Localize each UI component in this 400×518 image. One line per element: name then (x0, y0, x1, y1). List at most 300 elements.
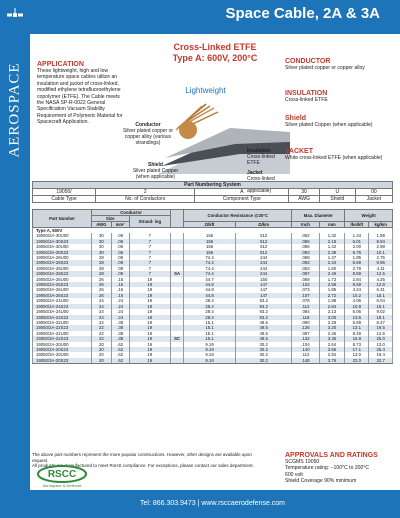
table-cell: 6.76 (345, 250, 369, 255)
table-cell: 6.01 (345, 239, 369, 244)
table-cell: 13.6 (345, 315, 369, 320)
th-mm2: mm² (111, 222, 129, 228)
table-cell: .38 (111, 325, 129, 330)
table-cell: .06 (111, 239, 129, 244)
table-cell: 30.2 (235, 347, 291, 352)
table-cell: 28 (92, 260, 112, 265)
table-cell: 28 (92, 266, 112, 271)
table-cell: 8.49 (345, 331, 369, 336)
table-cell: .112 (292, 304, 319, 309)
table-cell: 19050/2A-22S23 (33, 325, 92, 330)
table-cell: 19050/2A-20S23 (33, 347, 92, 352)
table-cell: .097 (292, 331, 319, 336)
table-cell: .086 (292, 239, 319, 244)
table-row (33, 358, 393, 364)
table-cell: 19050/3A-22S23 (33, 336, 92, 341)
diagram-insulation-title: Insulation (247, 148, 271, 154)
th-awg: AWG (92, 222, 112, 228)
pn-code: 2 (96, 189, 195, 196)
table-cell: .078 (292, 298, 319, 303)
table-cell: 28.4 (184, 304, 236, 309)
table-cell: 3.20 (319, 325, 345, 330)
table-cell: 19.1 (369, 315, 393, 320)
table-cell: 19050/3A-20S23 (33, 358, 92, 364)
table-cell: 30.2 (235, 352, 291, 357)
table-cell: .06 (111, 244, 129, 249)
diagram-conductor-title: Conductor (135, 122, 161, 128)
table-cell: 44.8 (184, 287, 236, 292)
table-cell: 12.6 (369, 331, 393, 336)
table-cell: 19050/3A-28S23 (33, 271, 92, 276)
table-cell: 7 (129, 233, 171, 238)
table-cell: 7 (129, 271, 171, 276)
th-spacer (171, 210, 184, 228)
table-cell: 244 (235, 266, 291, 271)
table-cell: 7 (129, 239, 171, 244)
table-cell: 15.1 (184, 336, 236, 341)
spec-jacket-heading: JACKET (285, 148, 314, 155)
application-text: These lightweight, high and low temperature space cables utilize an insulation and jacket of cross-linked, modified ethylene tetrafluoroethylene copolymer (ETFE). The Cable meets the NASA SP-R-0022 General Specification Vacuum Stability Requirement of Polymeric Material for Spacecraft Application. (37, 68, 123, 126)
table-cell: 3.35 (319, 336, 345, 341)
table-cell: 16.1 (369, 304, 393, 309)
table-cell: 19 (129, 331, 171, 336)
table-cell: 49.5 (235, 320, 291, 325)
table-cell: .056 (292, 244, 319, 249)
th-diameter: Max. Diameter (292, 210, 345, 222)
table-cell: 74.4 (184, 260, 236, 265)
table-cell: 16.8 (345, 336, 369, 341)
table-cell: 1.73 (319, 277, 345, 282)
table-cell: 15.1 (184, 320, 236, 325)
pn-code: 30 (289, 189, 320, 196)
spec-insulation-text: Cross-linked ETFE (285, 97, 328, 103)
table-cell: 1.47 (319, 255, 345, 260)
table-cell: .132 (292, 336, 319, 341)
table-cell: 20 (92, 347, 112, 352)
sidebar-label: AEROSPACE (6, 62, 23, 158)
table-cell: 28.4 (184, 315, 236, 320)
spec-conductor-heading: CONDUCTOR (285, 58, 331, 65)
table-cell: 150 (235, 277, 291, 282)
table-cell: 156 (184, 244, 236, 249)
table-cell: 19050/2A-30S23 (33, 239, 92, 244)
pn-label: Cable Type (33, 196, 96, 203)
pn-code: U (319, 189, 355, 196)
table-cell: 1.32 (319, 233, 345, 238)
pn-code: 19050/ (33, 189, 96, 196)
table-cell: 6.31 (369, 287, 393, 292)
table-cell: 2.72 (319, 293, 345, 298)
table-cell: 13.0 (369, 342, 393, 347)
table-cell: 19050/3A-24U00 (33, 309, 92, 314)
table-cell: .073 (292, 287, 319, 292)
table-cell: 1.85 (319, 287, 345, 292)
table-cell: 19050/3A-30U00 (33, 244, 92, 249)
subtitle-line1: Cross-Linked ETFE (173, 42, 257, 52)
table-cell: 19050/2A-22U00 (33, 320, 92, 325)
table-cell: 7 (129, 255, 171, 260)
table-cell: 19 (129, 304, 171, 309)
table-cell: 19 (129, 347, 171, 352)
table-cell: 24 (92, 304, 112, 309)
table-cell: .063 (292, 266, 319, 271)
th-ohm-ft: Ω/kft (184, 222, 236, 228)
table-cell: 19050/2A-28S23 (33, 260, 92, 265)
lightweight-label: Lightweight (185, 86, 226, 95)
table-cell: 49.5 (235, 325, 291, 330)
table-cell: 19050/3A-22U00 (33, 331, 92, 336)
table-cell: 19050/2A-24S23 (33, 304, 92, 309)
table-cell: 93.2 (235, 315, 291, 320)
table-cell: 19 (129, 293, 171, 298)
table-cell: 24 (92, 298, 112, 303)
table-cell: 3.00 (319, 315, 345, 320)
table-cell: 1.60 (319, 266, 345, 271)
table-cell: 19050/3A-26S23 (33, 293, 92, 298)
table-cell: 19050/2A-26U00 (33, 277, 92, 282)
table-cell: 49.5 (235, 336, 291, 341)
table-cell: .090 (292, 320, 319, 325)
table-cell: .140 (292, 347, 319, 352)
table-cell: 17.1 (345, 347, 369, 352)
table-cell: 244 (235, 255, 291, 260)
pn-label: AWG (289, 196, 320, 203)
table-cell: 2.18 (319, 239, 345, 244)
table-cell: 1.42 (319, 244, 345, 249)
table-cell: 2.13 (319, 309, 345, 314)
table-cell: 19 (129, 282, 171, 287)
table-cell: .107 (292, 293, 319, 298)
group-label: Type A, 600V (33, 228, 393, 234)
approvals-l1: SCGMS 19050 (285, 459, 320, 465)
table-cell: 2.98 (369, 244, 393, 249)
table-cell: 19 (129, 352, 171, 357)
logo-text: RSCC (47, 469, 77, 480)
table-cell: 10.8 (345, 304, 369, 309)
table-cell: .09 (111, 271, 129, 276)
table-cell: .24 (111, 309, 129, 314)
table-cell: 93.2 (235, 298, 291, 303)
application-heading: APPLICATION (37, 61, 84, 68)
table-cell: 4.25 (369, 277, 393, 282)
table-cell: 2.39 (319, 250, 345, 255)
table-cell: .102 (292, 282, 319, 287)
table-cell: 6.04 (369, 298, 393, 303)
table-cell: 19050/2A-24U00 (33, 298, 92, 303)
diagram-shield-title: Shield (147, 162, 163, 168)
table-cell: 512 (235, 250, 291, 255)
approvals-l3: 600 volt (285, 471, 303, 478)
table-cell: 30 (92, 239, 112, 244)
table-cell: 3.56 (319, 347, 345, 352)
diagram-jacket-text: Cross-linked applicable) (247, 176, 275, 194)
th-inch: Inch (292, 222, 319, 228)
spec-shield (285, 115, 390, 128)
table-cell: 15.1 (369, 293, 393, 298)
table-cell: .38 (111, 331, 129, 336)
table-cell: 25.0 (369, 336, 393, 341)
diagram-shield-label (128, 162, 183, 180)
table-cell: 8.94 (369, 239, 393, 244)
table-cell: .15 (111, 287, 129, 292)
table-cell: 19 (129, 287, 171, 292)
approvals (285, 452, 390, 485)
table-cell: 26 (92, 277, 112, 282)
table-cell: 19 (129, 309, 171, 314)
table-cell: 19.4 (369, 352, 393, 357)
table-cell: 2.29 (319, 320, 345, 325)
table-cell: 44.8 (184, 293, 236, 298)
table-cell: 22 (92, 331, 112, 336)
th-kg: kg/km (369, 222, 393, 228)
table-cell: 22.0 (345, 358, 369, 364)
rscc-logo (35, 463, 90, 489)
table-cell: 24 (92, 309, 112, 314)
table-cell: 8.59 (345, 271, 369, 276)
table-cell: 93.2 (235, 309, 291, 314)
table-cell: .15 (111, 293, 129, 298)
diagram-insulation-label (247, 148, 287, 166)
table-cell: 2.46 (319, 331, 345, 336)
table-cell: 9.19 (184, 347, 236, 352)
table-cell: 8.47 (369, 320, 393, 325)
table-cell: 2.84 (319, 352, 345, 357)
table-cell: .093 (292, 250, 319, 255)
table-cell: 1.99 (369, 233, 393, 238)
table-cell: .084 (292, 309, 319, 314)
th-mm: mm (319, 222, 345, 228)
approvals-l4: Shield Coverage 90% minimum (285, 478, 357, 485)
th-part: Part Number (33, 210, 92, 228)
table-cell: .38 (111, 320, 129, 325)
table-cell: 19050/3A-20U00 (33, 352, 92, 357)
footer (0, 490, 400, 518)
table-cell: 26 (92, 293, 112, 298)
approvals-heading: APPROVALS AND RATINGS (285, 452, 378, 459)
table-cell: 13.1 (345, 325, 369, 330)
table-cell: 512 (235, 244, 291, 249)
table-cell: 20 (92, 352, 112, 357)
table-cell: 147 (235, 293, 291, 298)
table-cell: 19050/3A-24S23 (33, 315, 92, 320)
table-cell: 1.85 (345, 255, 369, 260)
table-cell: 2.64 (319, 342, 345, 347)
table-cell: 19050/2A-20U00 (33, 342, 92, 347)
table-cell: 7 (129, 244, 171, 249)
table-cell: 9.02 (369, 309, 393, 314)
diagram-insulation-text: Cross-linked ETFE (247, 154, 275, 166)
table-cell: .62 (111, 342, 129, 347)
diagram-jacket-title: Jacket (247, 170, 263, 176)
table-cell: .38 (111, 336, 129, 341)
table-cell: .62 (111, 352, 129, 357)
table-cell: 4.06 (345, 298, 369, 303)
table-cell: 19050/3A-28U00 (33, 266, 92, 271)
pn-code: A (195, 189, 289, 196)
table-cell: 28.4 (184, 298, 236, 303)
table-cell: .068 (292, 277, 319, 282)
table-cell: .09 (111, 260, 129, 265)
table-cell: .092 (292, 260, 319, 265)
table-cell: 3.76 (319, 358, 345, 364)
table-cell-type: SC (171, 336, 184, 341)
table-cell: 49.5 (235, 331, 291, 336)
spec-shield-text: Silver plated Copper (when applicable) (285, 122, 373, 128)
table-cell: 44.8 (184, 282, 236, 287)
table-cell: .052 (292, 233, 319, 238)
conductor-bundle (179, 121, 197, 139)
approvals-l2: Temperature rating: −100°C to 200°C (285, 465, 370, 472)
table-cell: 12.8 (369, 282, 393, 287)
table-cell: .097 (292, 271, 319, 276)
pn-label: Component Type (195, 196, 289, 203)
table-cell: .09 (111, 255, 129, 260)
spec-shield-heading: Shield (285, 115, 307, 122)
pn-code: 00 (355, 189, 392, 196)
table-cell: 28 (92, 271, 112, 276)
table-cell: 512 (235, 233, 291, 238)
table-cell: 7 (129, 260, 171, 265)
table-cell: 19050/3A-30S23 (33, 250, 92, 255)
table-cell: 512 (235, 239, 291, 244)
pn-label: Jacket (355, 196, 392, 203)
table-cell: 22 (92, 320, 112, 325)
table-cell: 19 (129, 336, 171, 341)
page-title: Space Cable, 2A & 3A (225, 5, 380, 22)
diagram-conductor-text: Silver plated copper or copper alloy (various strandings) (122, 128, 174, 146)
table-cell: 19.5 (369, 325, 393, 330)
table-cell: .126 (292, 325, 319, 330)
spec-conductor-text: Silver plated copper or copper alloy (285, 65, 365, 71)
th-size: Size (92, 216, 130, 222)
spec-conductor (285, 58, 390, 71)
table-cell: 15.1 (184, 331, 236, 336)
table-cell: 25.4 (369, 347, 393, 352)
table-cell: 19 (129, 315, 171, 320)
table-cell: .06 (111, 233, 129, 238)
table-cell: 2.75 (369, 255, 393, 260)
table-cell: 9.19 (184, 342, 236, 347)
logo-subtext: Aerospace & Defense (42, 483, 82, 488)
note-line2: All products are manufactured to meet RoHS compliance. For exceptions, please contact our sales department. (32, 463, 254, 468)
table-cell: 147 (235, 282, 291, 287)
table-cell: 156 (184, 233, 236, 238)
footer-text: Tel: 866.303.9473 | www.rsccaerodefense.com (140, 500, 286, 507)
table-cell: 2.46 (319, 271, 345, 276)
table-cell: 22 (92, 325, 112, 330)
table-cell: 74.4 (184, 271, 236, 276)
table-cell: .104 (292, 342, 319, 347)
table-cell-type: SA (171, 271, 184, 276)
application-section (37, 61, 127, 126)
table-cell: 30.2 (235, 358, 291, 364)
table-cell: 19 (129, 298, 171, 303)
table-cell: 93.2 (235, 304, 291, 309)
part-numbering-title: Part Numbering System (33, 182, 393, 189)
table-cell: 7 (129, 266, 171, 271)
th-lbs: lbs/kft (345, 222, 369, 228)
table-cell: 244 (235, 260, 291, 265)
spec-jacket (285, 148, 390, 161)
table-cell: .15 (111, 282, 129, 287)
table-cell: 9.19 (184, 358, 236, 364)
table-cell: 4.24 (345, 287, 369, 292)
table-cell: 26 (92, 287, 112, 292)
sidebar (0, 0, 30, 518)
table-cell: 6.69 (345, 260, 369, 265)
note-line1: The above part numbers represent the more popular constructions. However, other designs are available upon request. (32, 452, 252, 463)
table-cell: 10.2 (345, 293, 369, 298)
table-cell: 28.4 (184, 309, 236, 314)
table-cell: 20 (92, 342, 112, 347)
table-cell: 19050/2A-28U00 (33, 255, 92, 260)
table-cell: 147 (235, 287, 291, 292)
subtitle-line2: Type A: 600V, 200°C (172, 53, 258, 63)
pn-label: No. of Conductors (96, 196, 195, 203)
part-numbering-table (32, 181, 393, 203)
table-cell: 24 (92, 315, 112, 320)
table-cell: 10.1 (369, 250, 393, 255)
table-cell: 1.98 (319, 298, 345, 303)
th-weight: Weight (345, 210, 393, 222)
title-bar (30, 0, 400, 34)
table-cell: 19 (129, 325, 171, 330)
table-cell: .62 (111, 347, 129, 352)
th-resistance: Conductor Resistance @20°C (184, 210, 292, 222)
spec-insulation (285, 90, 390, 103)
th-conductor: Conductor (92, 210, 171, 216)
table-cell: 4.11 (369, 266, 393, 271)
table-cell: 19050/2A-30U00 (33, 233, 92, 238)
table-cell: 19 (129, 320, 171, 325)
satellite-icon (7, 7, 23, 23)
table-cell: 15.1 (184, 325, 236, 330)
table-cell: 19 (129, 342, 171, 347)
table-cell: 74.4 (184, 266, 236, 271)
table-cell: 2.34 (319, 260, 345, 265)
table-cell: 9.19 (184, 352, 236, 357)
table-cell: 5.69 (345, 320, 369, 325)
table-cell: .118 (292, 315, 319, 320)
table-cell: 19 (129, 277, 171, 282)
diagram-conductor-label (118, 122, 178, 146)
table-cell: 2.84 (345, 277, 369, 282)
spec-jacket-text: White cross-linked ETFE (when applicable) (285, 155, 383, 161)
diagram-shield-text: Silver plated Copper (when applicable) (132, 168, 179, 180)
table-cell: .09 (111, 266, 129, 271)
table-cell: 30 (92, 250, 112, 255)
table-cell: 8.73 (345, 342, 369, 347)
table-cell: .15 (111, 277, 129, 282)
table-cell: 8.58 (345, 282, 369, 287)
table-cell: 19050/2A-26S23 (33, 282, 92, 287)
table-cell: .24 (111, 315, 129, 320)
table-cell: 19050/3A-26U00 (33, 287, 92, 292)
table-cell: 6.06 (345, 309, 369, 314)
table-cell: 30.2 (235, 342, 291, 347)
table-cell: 13.0 (345, 352, 369, 357)
table-cell: 26 (92, 282, 112, 287)
table-cell: 156 (184, 250, 236, 255)
table-cell: 30 (92, 244, 112, 249)
table-cell: 30 (92, 233, 112, 238)
table-cell: 9.96 (369, 260, 393, 265)
table-cell: 28 (92, 255, 112, 260)
table-cell: 74.4 (184, 255, 236, 260)
table-cell: 2.59 (319, 282, 345, 287)
table-cell: .112 (292, 352, 319, 357)
table-cell: .62 (111, 358, 129, 364)
